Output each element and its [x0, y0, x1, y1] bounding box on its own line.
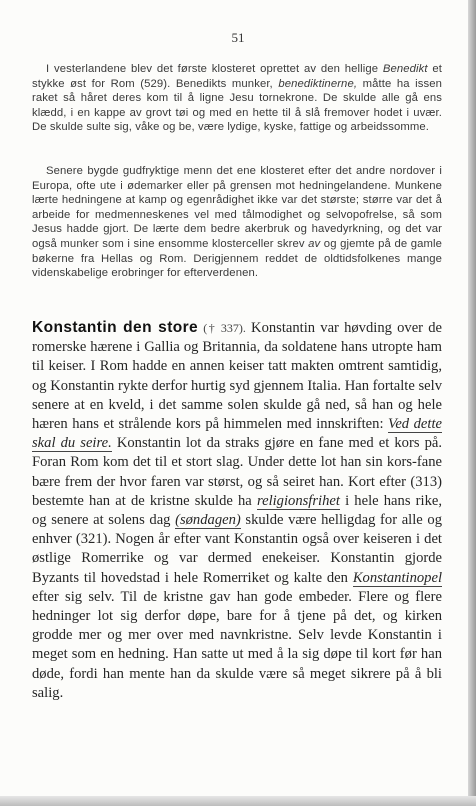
section-konstantin: [32, 318, 442, 703]
section-heading: Konstantin den store: [32, 319, 199, 336]
paragraph-monasteries: [32, 164, 442, 281]
italic-religionsfrihet: religionsfrihet: [256, 492, 340, 509]
text-run: efter sig selv. Til de kristne gav han gode embeder. Flere og flere hedninger lot sig derfor døpe, bare for å tjene på det, og kirken grodde mer og mer over med navnkristne. Selv levde Konstantin i meget som en hedning. Han satte ut med å la sig døpe til kort før han døde, fordi han mente han da skulde være så meget sikrere på å bli salig.: [32, 588, 442, 701]
italic-konstantinopel: Konstantinopel: [352, 569, 442, 586]
paragraph-benedikt: [32, 62, 442, 135]
italic-av: av: [308, 237, 321, 250]
page-edge-shadow: [468, 0, 476, 806]
text-run: I vesterlandene blev det første klosteret oprettet av den hellige: [46, 63, 383, 75]
italic-benedikt: Benedikt: [382, 63, 428, 75]
italic-motto: Ved dette skal du seire.: [32, 416, 442, 452]
death-year: († 337).: [203, 321, 246, 335]
text-run: et stykke øst for Rom (529). Benedikts munker,: [32, 63, 442, 90]
text-run: måtte ha issen raket så håret deres kom til å ligne Jesu tornekrone. De skulde alle gå ens klædd, i en kappe av grovt tøi og med en hette til å slå fremover hodet i uvær. De skulde sulte sig, våke og be, være lydige, kyske, fattige og arbeidssomme.: [32, 77, 442, 134]
italic-sondagen: (søndagen): [175, 512, 241, 529]
italic-benediktinerne: benediktinerne,: [278, 77, 358, 90]
text-run: Senere bygde gudfryktige menn det ene klosteret efter det andre nordover i Europa, ofte ute i ødemarker eller på grensen mot hedningelandene. Munkene lærte hedningene at kamp og egenrådighet ikke var det største; større var det å arbeide for medmenneskenes vel med tålmodighet og selvopofrelse, så som Jesus hadde gjort. De lærte dem bedre akerbruk og havedyrkning, og det var også munker som i sine ensomme klosterceller skrev: [32, 165, 442, 250]
text-run: Konstantin var høvding over de romerske hærene i Gallia og Britannia, da soldatene hans utropte ham til keiser. I Rom hadde en annen keiser tatt makten omtrent samtidig, og Konstantin rykte derfor hurtig syd gjennem Italia. Han fortalte selv senere at en kveld, i det samme solen skulde gå ned, så han og hele hæren hans et strålende kors på himmelen med innskriften:: [32, 320, 442, 433]
text-run: skulde være helligdag for alle og enhver (321). Nogen år efter vant Konstantin også over keiseren i det østlige Romerrike og var dermed enekeiser. Konstantin gjorde Byzants til hovedstad i hele Romerriket og kalte den: [32, 512, 442, 586]
text-run: Konstantin lot da straks gjøre en fane med et kors på. Foran Rom kom det til et stort slag. Under dette lot han sin kors-fane bære frem der hvor faren var størst, og så seiret han. Kort efter (313) bestemte han at de kristne skulde ha: [32, 435, 443, 509]
page-bottom-edge: [0, 796, 476, 806]
text-run: og gjemte på de gamle bøkerne fra Hellas og Rom. Derigjennem reddet de oldtidsfolkenes mange videnskabelige erobringer for efterverdenen.: [32, 237, 443, 280]
page-number: 51: [231, 30, 245, 45]
text-run: i hele hans rike, og senere at solens dag: [32, 492, 442, 529]
